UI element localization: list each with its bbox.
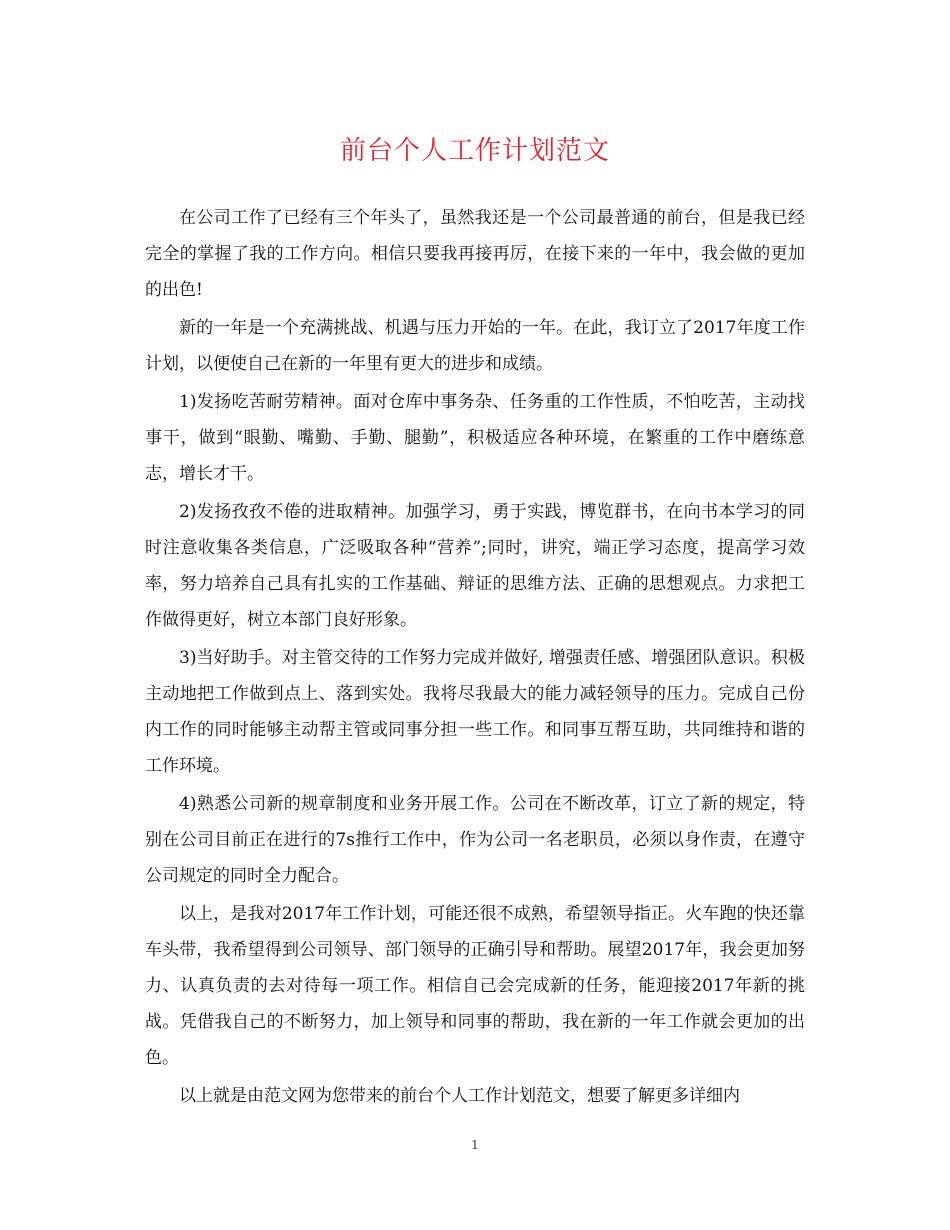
paragraph-item-2: 2)发扬孜孜不倦的进取精神。加强学习，勇于实践，博览群书，在向书本学习的同时注意收集各类信息，广泛吸取各种“营养”;同时，讲究，端正学习态度，提高学习效率，努力培养自己具有扎实的工作基础、辩证的思维方法、正确的思想观点。力求把工作做得更好，树立本部门良好形象。 [145, 502, 805, 630]
page-number: 1 [471, 1138, 479, 1152]
document-title: 前台个人工作计划范文 [339, 136, 610, 166]
paragraph-intro: 在公司工作了已经有三个年头了，虽然我还是一个公司最普通的前台，但是我已经完全的掌握了我的工作方向。相信只要我再接再厉，在接下来的一年中，我会做的更加的出色! [145, 208, 805, 300]
paragraph-item-3: 3)当好助手。对主管交待的工作努力完成并做好, 增强责任感、增强团队意识。积极主动地把工作做到点上、落到实处。我将尽我最大的能力减轻领导的压力。完成自己份内工作的同时能够主动帮主管或同事分担一些工作。和同事互帮互助，共同维持和谐的工作环境。 [145, 648, 805, 776]
paragraph-summary: 以上，是我对2017年工作计划，可能还很不成熟，希望领导指正。火车跑的快还靠车头带，我希望得到公司领导、部门领导的正确引导和帮助。展望2017年，我会更加努力、认真负责的去对待每一项工作。相信自己会完成新的任务，能迎接2017年新的挑战。凭借我自己的不断努力，加上领导和同事的帮助，我在新的一年工作就会更加的出色。 [145, 904, 805, 1068]
paragraph-closing: 以上就是由范文网为您带来的前台个人工作计划范文，想要了解更多详细内 [179, 1086, 740, 1106]
paragraph-new-year: 新的一年是一个充满挑战、机遇与压力开始的一年。在此，我订立了2017年度工作计划，以便使自己在新的一年里有更大的进步和成绩。 [145, 318, 805, 374]
document-body [145, 200, 805, 1116]
paragraph-item-1: 1)发扬吃苦耐劳精神。面对仓库中事务杂、任务重的工作性质，不怕吃苦，主动找事干，做到“眼勤、嘴勤、手勤、腿勤”，积极适应各种环境，在繁重的工作中磨练意志，增长才干。 [145, 392, 805, 484]
paragraph-item-4: 4)熟悉公司新的规章制度和业务开展工作。公司在不断改革，订立了新的规定，特别在公司目前正在进行的7s推行工作中，作为公司一名老职员，必须以身作责，在遵守公司规定的同时全力配合。 [145, 794, 805, 886]
